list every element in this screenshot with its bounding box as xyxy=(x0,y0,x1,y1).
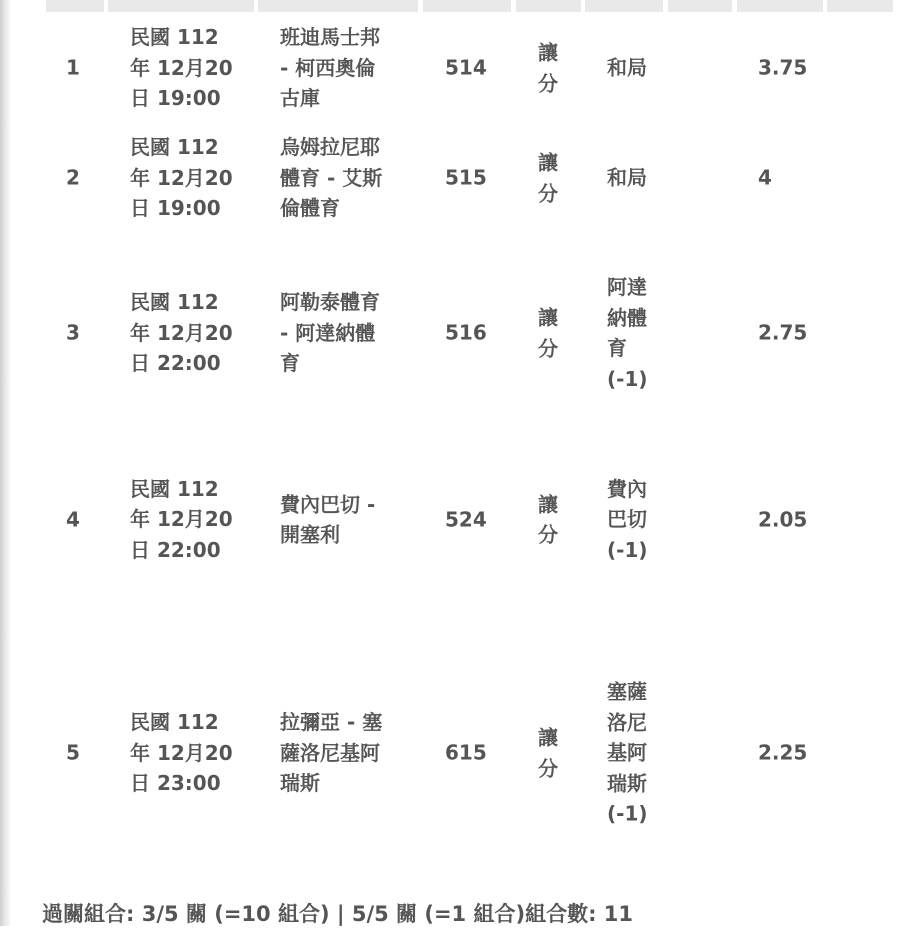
header-cell-blank xyxy=(668,0,732,12)
bet-pick: 塞薩洛尼基阿瑞斯 (-1) xyxy=(607,679,648,826)
match-code: 524 xyxy=(445,507,487,532)
row-number: 3 xyxy=(66,320,80,345)
match-code: 516 xyxy=(445,320,487,345)
header-cell-no xyxy=(46,0,104,12)
header-cell-code xyxy=(423,0,511,12)
table-row xyxy=(0,433,904,606)
header-cell-pick xyxy=(585,0,663,12)
odds-value: 2.75 xyxy=(758,320,808,345)
header-cell-match xyxy=(258,0,418,12)
table-row xyxy=(0,123,904,233)
match-name: 班迪馬士邦 - 柯西奧倫古庫 xyxy=(280,25,380,111)
bet-pick: 費內巴切 (-1) xyxy=(607,476,648,562)
row-number: 4 xyxy=(66,507,80,532)
table-row xyxy=(0,13,904,123)
bet-type: 讓分 xyxy=(538,725,558,780)
odds-value: 4 xyxy=(758,165,772,190)
odds-value: 3.75 xyxy=(758,55,808,80)
odds-value: 2.25 xyxy=(758,740,808,765)
row-number: 2 xyxy=(66,165,80,190)
odds-value: 2.05 xyxy=(758,507,808,532)
header-cell-extra xyxy=(827,0,893,12)
table-row xyxy=(0,233,904,433)
header-cell-date xyxy=(108,0,254,12)
header-cell-type xyxy=(516,0,581,12)
parlay-summary: 過關組合: 3/5 關 (=10 組合) | 5/5 關 (=1 組合)組合數: 11 xyxy=(42,902,634,926)
match-date: 民國 112 年 12月20 日 19:00 xyxy=(130,25,233,111)
row-number: 5 xyxy=(66,740,80,765)
match-code: 514 xyxy=(445,55,487,80)
row-number: 1 xyxy=(66,55,80,80)
table-header xyxy=(0,0,904,13)
bet-type: 讓分 xyxy=(538,305,558,360)
match-date: 民國 112 年 12月20 日 19:00 xyxy=(130,135,233,221)
match-date: 民國 112 年 12月20 日 22:00 xyxy=(130,476,233,562)
bet-type: 讓分 xyxy=(538,40,558,95)
bet-table xyxy=(0,13,904,900)
match-date: 民國 112 年 12月20 日 23:00 xyxy=(130,710,233,796)
bet-type: 讓分 xyxy=(538,150,558,205)
match-code: 515 xyxy=(445,165,487,190)
match-name: 費內巴切 - 開塞利 xyxy=(280,491,376,547)
table-row xyxy=(0,606,904,900)
match-date: 民國 112 年 12月20 日 22:00 xyxy=(130,290,233,376)
bet-pick: 阿達納體育 (-1) xyxy=(607,274,648,391)
match-code: 615 xyxy=(445,740,487,765)
header-cell-odds xyxy=(737,0,823,12)
bet-pick: 和局 xyxy=(607,55,647,80)
match-name: 拉彌亞 - 塞薩洛尼基阿瑞斯 xyxy=(280,710,383,796)
match-name: 烏姆拉尼耶體育 - 艾斯倫體育 xyxy=(280,135,383,221)
bet-pick: 和局 xyxy=(607,165,647,190)
match-name: 阿勒泰體育 - 阿達納體育 xyxy=(280,290,380,376)
bet-type: 讓分 xyxy=(538,491,558,547)
